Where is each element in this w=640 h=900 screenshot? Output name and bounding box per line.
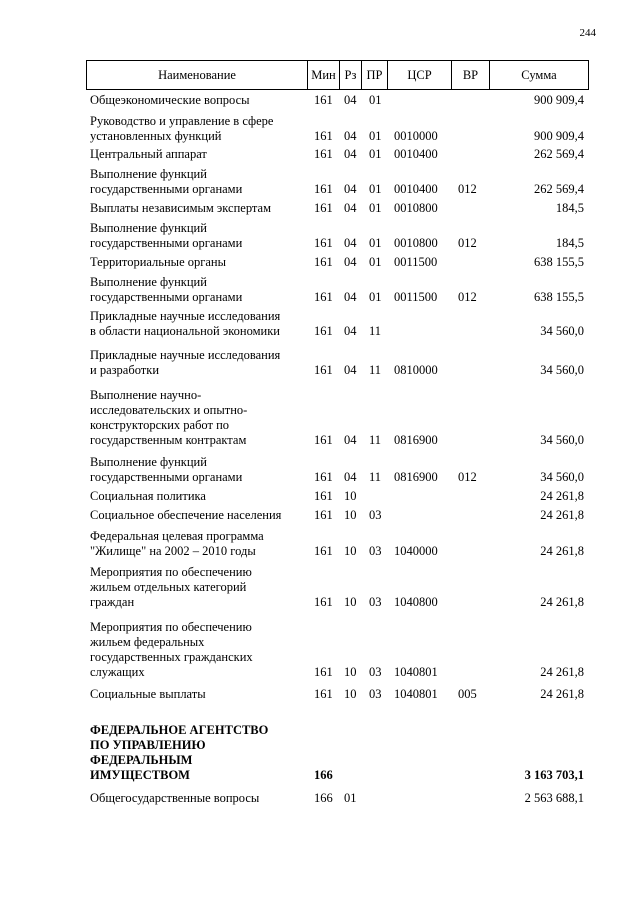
table-row	[86, 114, 590, 144]
row-name	[90, 147, 316, 162]
row-name-line: ИМУЩЕСТВОМ	[90, 768, 190, 782]
cell-rz: 01	[344, 791, 357, 805]
cell-min: 161	[314, 470, 333, 484]
cell-min: 166	[314, 768, 333, 782]
row-name	[90, 388, 316, 448]
cell-pr: 03	[369, 665, 382, 679]
cell-pr: 11	[369, 470, 382, 484]
row-name-line: государственных гражданских	[90, 650, 253, 664]
cell-csr: 0011500	[394, 255, 438, 269]
cell-min: 161	[314, 433, 333, 447]
table-row	[86, 687, 590, 702]
cell-rz: 04	[344, 290, 357, 304]
table-row	[86, 529, 590, 559]
row-name	[90, 489, 316, 504]
cell-sum: 900 909,4	[534, 93, 584, 107]
row-name-line: Территориальные органы	[90, 255, 227, 269]
cell-pr: 01	[369, 290, 382, 304]
cell-csr: 1040801	[394, 665, 438, 679]
cell-min: 161	[314, 201, 333, 215]
cell-csr: 0010400	[394, 147, 438, 161]
cell-csr: 1040800	[394, 595, 438, 609]
header-vr: ВР	[451, 61, 489, 89]
cell-rz: 04	[344, 182, 357, 196]
table-row	[86, 489, 590, 504]
cell-csr: 1040000	[394, 544, 438, 558]
table-row	[86, 455, 590, 485]
row-name	[90, 221, 316, 251]
header-sum: Сумма	[489, 61, 588, 89]
row-name-line: Выполнение функций	[90, 167, 207, 181]
table-row	[86, 348, 590, 378]
cell-pr: 03	[369, 508, 382, 522]
cell-pr: 01	[369, 201, 382, 215]
cell-pr: 11	[369, 324, 382, 338]
row-name-line: Мероприятия по обеспечению	[90, 565, 252, 579]
cell-min: 161	[314, 182, 333, 196]
row-name-line: Общеэкономические вопросы	[90, 93, 250, 107]
row-name	[90, 93, 316, 108]
row-name-line: Мероприятия по обеспечению	[90, 620, 252, 634]
row-name-line: Прикладные научные исследования	[90, 348, 281, 362]
cell-rz: 10	[344, 508, 357, 522]
cell-pr: 03	[369, 595, 382, 609]
cell-pr: 11	[369, 433, 382, 447]
row-name-line: государственными органами	[90, 236, 243, 250]
cell-pr: 03	[369, 544, 382, 558]
row-name-line: Социальное обеспечение населения	[90, 508, 282, 522]
row-name-line: ФЕДЕРАЛЬНОЕ АГЕНТСТВО	[90, 723, 269, 737]
header-min: Мин	[307, 61, 339, 89]
row-name-line: жильем отдельных категорий	[90, 580, 247, 594]
row-name	[90, 508, 316, 523]
cell-sum: 34 560,0	[540, 324, 584, 338]
cell-vr: 012	[458, 236, 477, 250]
cell-rz: 10	[344, 489, 357, 503]
table-header	[86, 60, 589, 90]
row-name-line: Выполнение функций	[90, 221, 207, 235]
cell-sum: 262 569,4	[534, 147, 584, 161]
row-name-line: государственными органами	[90, 182, 243, 196]
cell-min: 161	[314, 489, 333, 503]
row-name	[90, 114, 316, 144]
cell-min: 161	[314, 236, 333, 250]
table-row	[86, 275, 590, 305]
cell-min: 161	[314, 595, 333, 609]
cell-sum: 638 155,5	[534, 255, 584, 269]
cell-sum: 24 261,8	[540, 687, 584, 701]
table-row	[86, 309, 590, 339]
cell-sum: 24 261,8	[540, 595, 584, 609]
cell-min: 161	[314, 255, 333, 269]
row-name-line: служащих	[90, 665, 145, 679]
row-name-line: государственным контрактам	[90, 433, 247, 447]
cell-sum: 34 560,0	[540, 363, 584, 377]
header-pr: ПР	[361, 61, 387, 89]
row-name	[90, 275, 316, 305]
cell-csr: 0010400	[394, 182, 438, 196]
cell-sum: 34 560,0	[540, 433, 584, 447]
cell-sum: 900 909,4	[534, 129, 584, 143]
row-name-line: Выплаты независимым экспертам	[90, 201, 271, 215]
cell-vr: 012	[458, 290, 477, 304]
row-name-line: исследовательских и опытно-	[90, 403, 248, 417]
cell-pr: 01	[369, 93, 382, 107]
cell-pr: 01	[369, 182, 382, 196]
table-row	[86, 388, 590, 448]
header-csr: ЦСР	[387, 61, 451, 89]
row-name	[90, 255, 316, 270]
row-name-line: и разработки	[90, 363, 160, 377]
cell-rz: 10	[344, 687, 357, 701]
row-name	[90, 529, 316, 559]
row-name-line: Прикладные научные исследования	[90, 309, 281, 323]
cell-rz: 04	[344, 93, 357, 107]
cell-min: 161	[314, 363, 333, 377]
cell-pr: 01	[369, 255, 382, 269]
row-name-line: Центральный аппарат	[90, 147, 207, 161]
table-row	[86, 508, 590, 523]
cell-min: 161	[314, 544, 333, 558]
row-name	[90, 348, 316, 378]
cell-pr: 03	[369, 687, 382, 701]
cell-csr: 0816900	[394, 433, 438, 447]
cell-pr: 11	[369, 363, 382, 377]
row-name	[90, 201, 316, 216]
cell-pr: 01	[369, 236, 382, 250]
cell-min: 161	[314, 687, 333, 701]
cell-vr: 012	[458, 182, 477, 196]
row-name	[90, 723, 316, 783]
table-row	[86, 723, 590, 783]
page-number: 244	[579, 27, 596, 39]
row-name	[90, 455, 316, 485]
header-rz: Рз	[339, 61, 361, 89]
cell-rz: 04	[344, 255, 357, 269]
cell-sum: 638 155,5	[534, 290, 584, 304]
cell-sum: 24 261,8	[540, 544, 584, 558]
cell-rz: 04	[344, 324, 357, 338]
cell-csr: 0816900	[394, 470, 438, 484]
cell-sum: 262 569,4	[534, 182, 584, 196]
cell-min: 166	[314, 791, 333, 805]
cell-rz: 04	[344, 236, 357, 250]
row-name	[90, 309, 316, 339]
cell-sum: 34 560,0	[540, 470, 584, 484]
cell-rz: 04	[344, 433, 357, 447]
row-name-line: ФЕДЕРАЛЬНЫМ	[90, 753, 193, 767]
row-name	[90, 791, 316, 806]
cell-csr: 0810000	[394, 363, 438, 377]
cell-csr: 1040801	[394, 687, 438, 701]
cell-rz: 04	[344, 470, 357, 484]
row-name-line: Социальные выплаты	[90, 687, 206, 701]
row-name-line: Федеральная целевая программа	[90, 529, 264, 543]
cell-sum: 24 261,8	[540, 665, 584, 679]
row-name-line: Социальная политика	[90, 489, 206, 503]
header-name: Наименование	[158, 68, 236, 82]
cell-min: 161	[314, 93, 333, 107]
table-row	[86, 565, 590, 610]
row-name-line: Выполнение научно-	[90, 388, 202, 402]
row-name-line: ПО УПРАВЛЕНИЮ	[90, 738, 206, 752]
cell-min: 161	[314, 290, 333, 304]
table-row	[86, 147, 590, 162]
cell-sum: 184,5	[555, 201, 584, 215]
cell-rz: 10	[344, 544, 357, 558]
row-name-line: жильем федеральных	[90, 635, 205, 649]
cell-pr: 01	[369, 129, 382, 143]
row-name-line: граждан	[90, 595, 135, 609]
cell-sum: 2 563 688,1	[524, 791, 584, 805]
row-name-line: "Жилище" на 2002 – 2010 годы	[90, 544, 256, 558]
cell-rz: 10	[344, 665, 357, 679]
cell-min: 161	[314, 665, 333, 679]
cell-sum: 24 261,8	[540, 489, 584, 503]
cell-pr: 01	[369, 147, 382, 161]
cell-min: 161	[314, 129, 333, 143]
cell-rz: 04	[344, 363, 357, 377]
row-name-line: установленных функций	[90, 129, 222, 143]
cell-min: 161	[314, 147, 333, 161]
cell-vr: 005	[458, 687, 477, 701]
cell-rz: 10	[344, 595, 357, 609]
cell-rz: 04	[344, 201, 357, 215]
row-name-line: в области национальной экономики	[90, 324, 280, 338]
table-row	[86, 255, 590, 270]
cell-rz: 04	[344, 129, 357, 143]
table-row	[86, 620, 590, 680]
cell-vr: 012	[458, 470, 477, 484]
table-row	[86, 167, 590, 197]
table-row	[86, 201, 590, 216]
cell-csr: 0011500	[394, 290, 438, 304]
cell-min: 161	[314, 508, 333, 522]
row-name-line: государственными органами	[90, 470, 243, 484]
row-name-line: Выполнение функций	[90, 275, 207, 289]
row-name	[90, 167, 316, 197]
row-name-line: Руководство и управление в сфере	[90, 114, 274, 128]
row-name-line: Выполнение функций	[90, 455, 207, 469]
table-row	[86, 93, 590, 108]
row-name-line: Общегосударственные вопросы	[90, 791, 260, 805]
table-row	[86, 221, 590, 251]
cell-sum: 3 163 703,1	[524, 768, 584, 782]
cell-sum: 184,5	[555, 236, 584, 250]
cell-csr: 0010800	[394, 201, 438, 215]
table-row	[86, 791, 590, 806]
cell-csr: 0010000	[394, 129, 438, 143]
cell-min: 161	[314, 324, 333, 338]
row-name	[90, 620, 316, 680]
row-name	[90, 687, 316, 702]
row-name-line: государственными органами	[90, 290, 243, 304]
row-name	[90, 565, 316, 610]
row-name-line: конструкторских работ по	[90, 418, 230, 432]
cell-sum: 24 261,8	[540, 508, 584, 522]
cell-csr: 0010800	[394, 236, 438, 250]
cell-rz: 04	[344, 147, 357, 161]
